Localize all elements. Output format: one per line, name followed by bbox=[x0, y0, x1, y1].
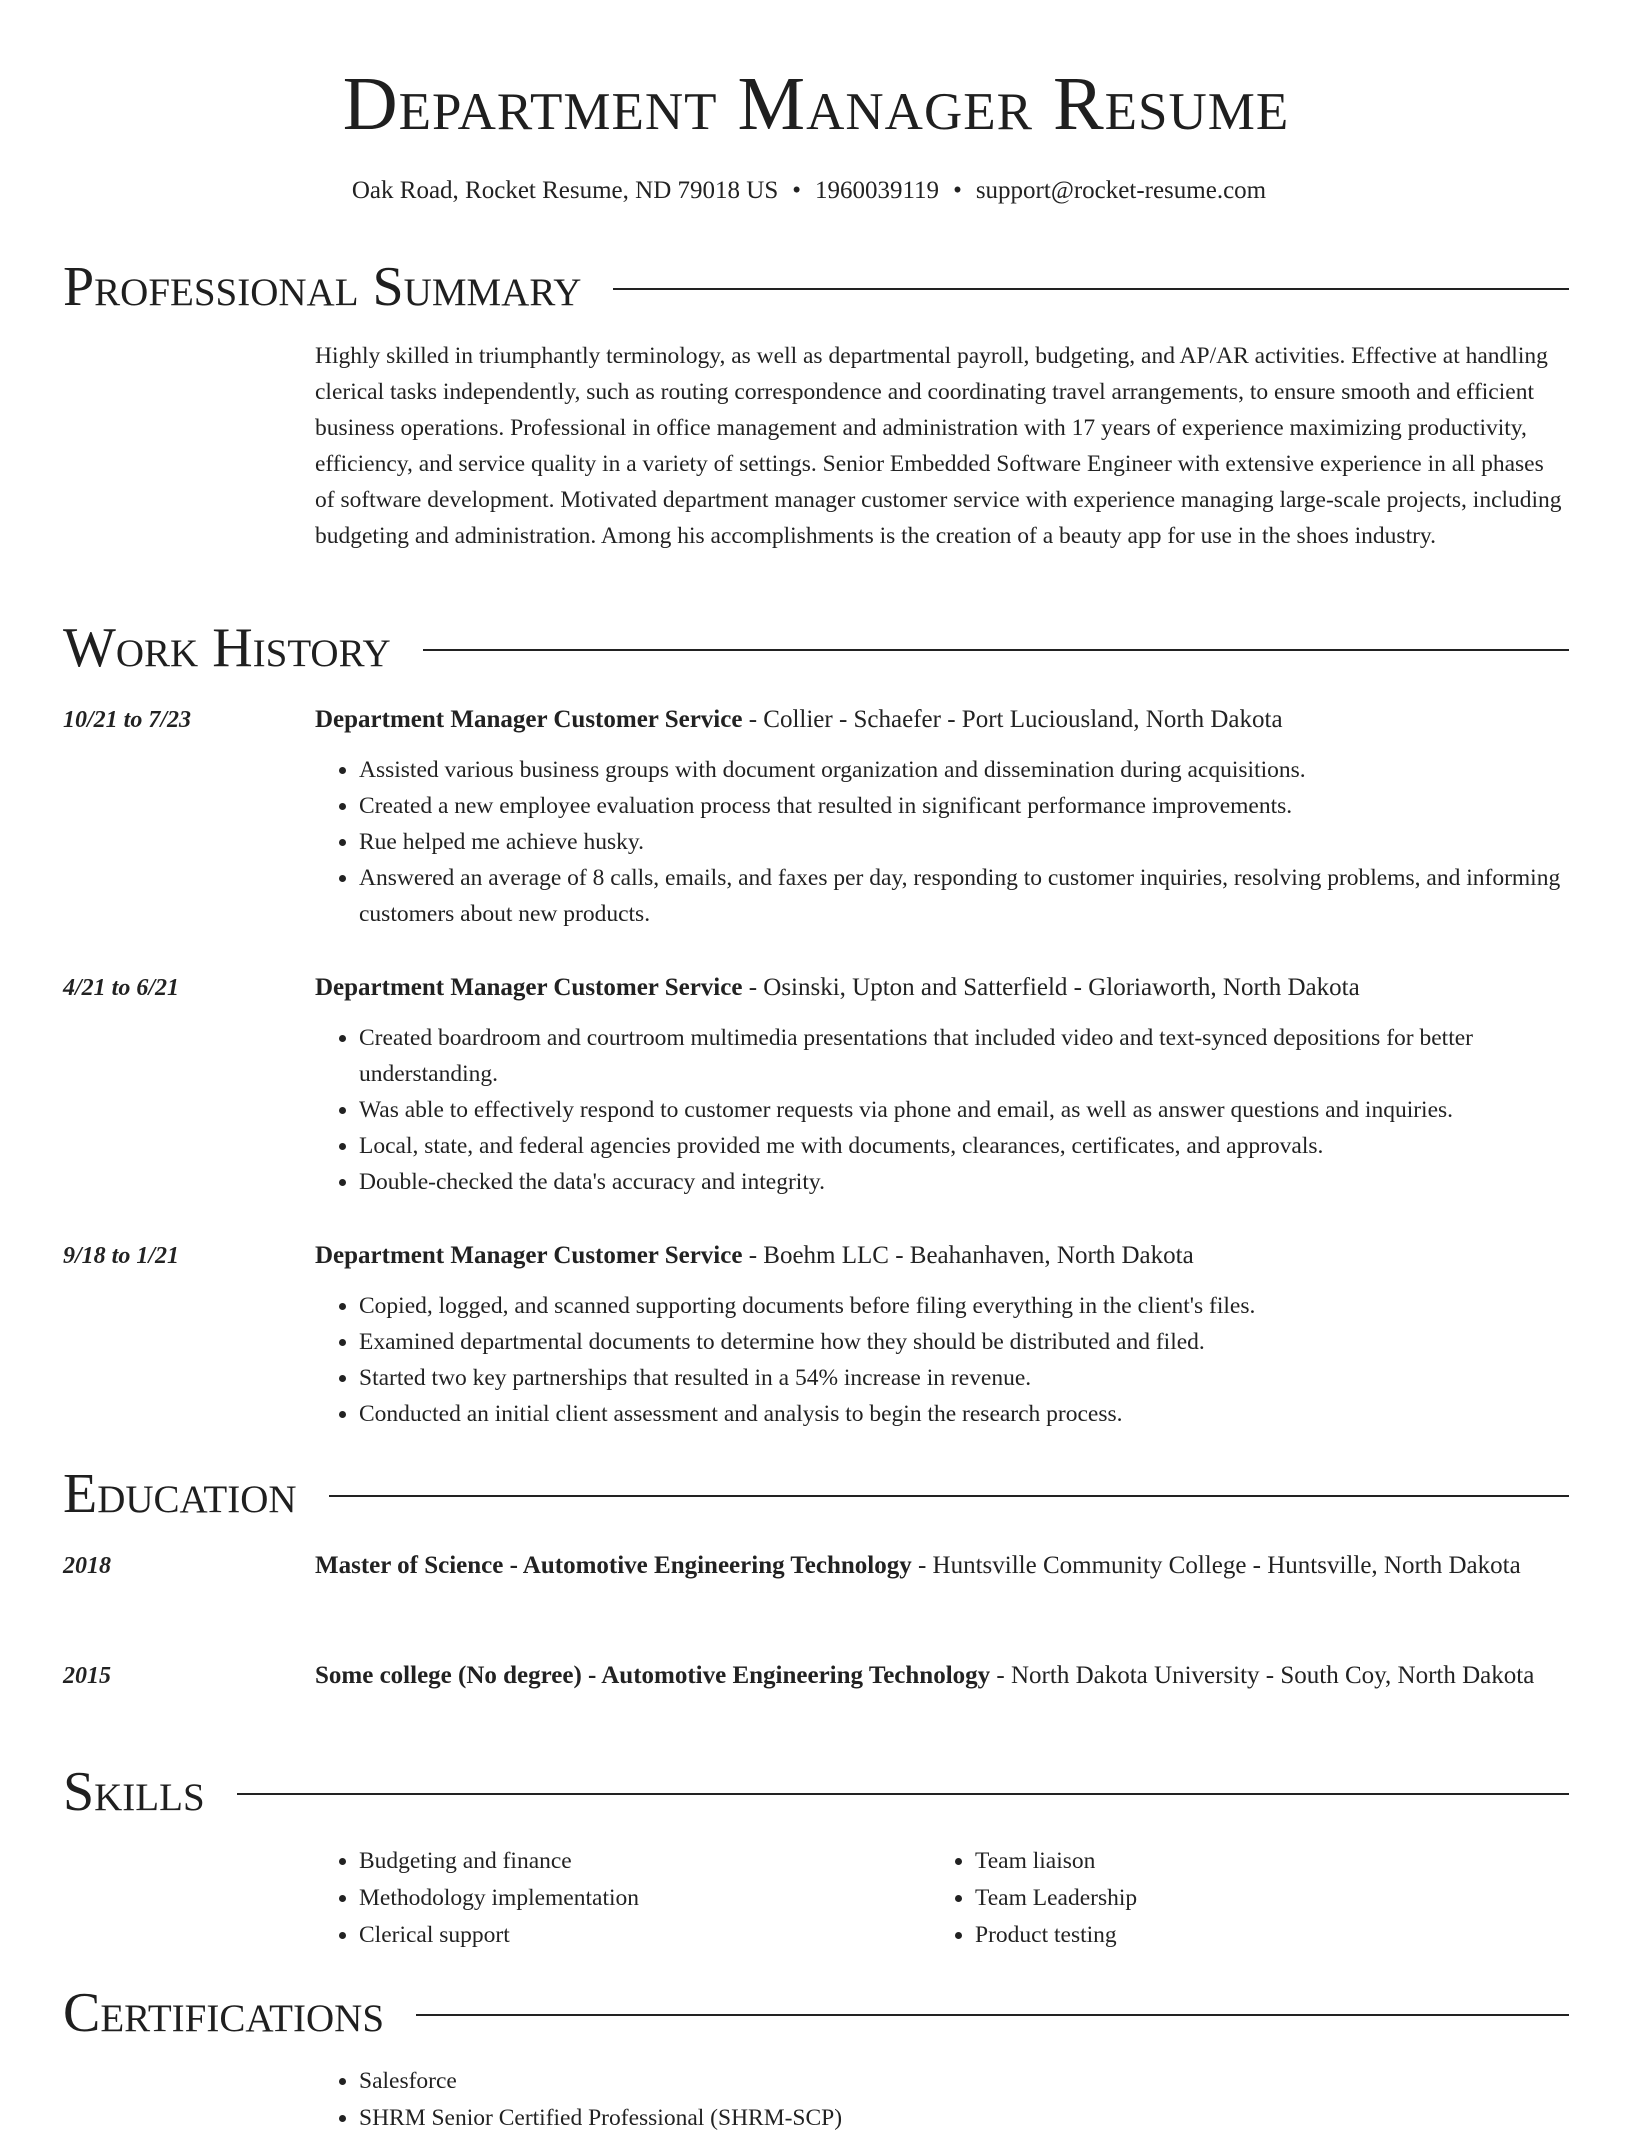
skill-item: • Team Leadership bbox=[975, 1880, 1547, 1917]
resume-title: Department Manager Resume bbox=[342, 62, 1290, 146]
education-body bbox=[315, 1656, 1569, 1696]
contact-address: Oak Road, Rocket Resume, ND 79018 US bbox=[351, 177, 779, 204]
summary-text: Highly skilled in triumphantly terminology, as well as departmental payroll, budgeting, and AP/AR activities. Effective at handling clerical tasks independently, such as routing correspondence and coordinating travel arrangements, to ensure smooth and efficient business operations. Professional in office management and administration with 17 years of experience maximizing productivity, efficiency, and service quality in a variety of settings. Senior Embedded Software Engineer with extensive experience in all phases of software development. Motivated department manager customer service with experience managing large-scale projects, including budgeting and administration. Among his accomplishments is the creation of a beauty app for use in the shoes industry. bbox=[315, 343, 1562, 549]
work-entry bbox=[63, 968, 1569, 1200]
list-item: • Was able to effectively respond to customer requests via phone and email, as well as answer questions and inquiries. bbox=[359, 1092, 1569, 1128]
section-title: Work History bbox=[63, 617, 391, 679]
list-item: • Assisted various business groups with document organization and dissemination during acquisitions. bbox=[359, 752, 1569, 788]
work-body bbox=[315, 968, 1569, 1200]
section-divider bbox=[237, 1793, 1569, 1795]
section-title: Professional Summary bbox=[63, 256, 582, 318]
skill-item: • Budgeting and finance bbox=[359, 1843, 931, 1880]
certification-item: • SHRM Senior Certified Professional (SHRM-SCP) bbox=[359, 2100, 1569, 2137]
section-header-certifications bbox=[63, 1980, 1569, 2046]
certifications-list bbox=[315, 2063, 1569, 2137]
education-entry bbox=[63, 1546, 1569, 1586]
section-divider bbox=[416, 2014, 1569, 2016]
section-title: Education bbox=[63, 1463, 297, 1525]
education-heading bbox=[315, 1656, 1569, 1696]
skills-list bbox=[315, 1843, 1569, 1954]
work-dates: 9/18 to 1/21 bbox=[63, 1243, 180, 1269]
education-body bbox=[315, 1546, 1569, 1586]
section-header-education bbox=[63, 1461, 1569, 1527]
section-divider bbox=[423, 649, 1569, 651]
skills-column-right bbox=[931, 1843, 1547, 1954]
skill-item: • Methodology implementation bbox=[359, 1880, 931, 1917]
work-details: - Boehm LLC - Beahanhaven, North Dakota bbox=[742, 1242, 1194, 1269]
education-details: - Huntsville Community College - Huntsville, North Dakota bbox=[911, 1552, 1521, 1579]
list-item: • Answered an average of 8 calls, emails, and faxes per day, responding to customer inquiries, resolving problems, and informing customers about new products. bbox=[359, 860, 1569, 932]
work-heading bbox=[315, 700, 1569, 740]
section-header-skills bbox=[63, 1759, 1569, 1825]
work-role: Department Manager Customer Service bbox=[315, 974, 743, 1001]
section-divider bbox=[329, 1495, 1569, 1497]
work-bullets bbox=[315, 752, 1569, 932]
contact-email[interactable]: support@rocket-resume.com bbox=[975, 177, 1267, 204]
work-role: Department Manager Customer Service bbox=[315, 1242, 743, 1269]
work-entry bbox=[63, 1236, 1569, 1432]
skills-column-left bbox=[315, 1843, 931, 1954]
section-header-summary bbox=[63, 254, 1569, 320]
contact-separator: • bbox=[792, 177, 801, 204]
education-entry bbox=[63, 1656, 1569, 1696]
list-item: • Examined departmental documents to determine how they should be distributed and filed. bbox=[359, 1324, 1569, 1360]
section-title: Skills bbox=[63, 1761, 205, 1823]
contact-phone: 1960039119 bbox=[814, 177, 940, 204]
list-item: • Copied, logged, and scanned supporting documents before filing everything in the client's files. bbox=[359, 1288, 1569, 1324]
list-item: • Conducted an initial client assessment and analysis to begin the research process. bbox=[359, 1396, 1569, 1432]
work-dates: 10/21 to 7/23 bbox=[63, 707, 192, 733]
skill-item: • Clerical support bbox=[359, 1917, 931, 1954]
education-degree: Master of Science - Automotive Engineering Technology bbox=[315, 1552, 912, 1579]
certifications-bullets bbox=[315, 2063, 1569, 2137]
list-item: • Created boardroom and courtroom multimedia presentations that included video and text-synced depositions for better understanding. bbox=[359, 1020, 1569, 1092]
skill-item: • Team liaison bbox=[975, 1843, 1547, 1880]
education-year: 2018 bbox=[63, 1553, 111, 1579]
list-item: • Started two key partnerships that resulted in a 54% increase in revenue. bbox=[359, 1360, 1569, 1396]
certification-item: • Salesforce bbox=[359, 2063, 1569, 2100]
work-dates: 4/21 to 6/21 bbox=[63, 975, 180, 1001]
work-entry bbox=[63, 700, 1569, 932]
work-heading bbox=[315, 968, 1569, 1008]
list-item: • Rue helped me achieve husky. bbox=[359, 824, 1569, 860]
work-body bbox=[315, 1236, 1569, 1432]
skill-item: • Product testing bbox=[975, 1917, 1547, 1954]
work-bullets bbox=[315, 1020, 1569, 1200]
list-item: • Double-checked the data's accuracy and integrity. bbox=[359, 1164, 1569, 1200]
section-divider bbox=[613, 288, 1569, 290]
contact-separator: • bbox=[953, 177, 962, 204]
education-degree: Some college (No degree) - Automotive Engineering Technology bbox=[315, 1662, 991, 1689]
work-heading bbox=[315, 1236, 1569, 1276]
education-details: - North Dakota University - South Coy, North Dakota bbox=[990, 1662, 1535, 1689]
education-year: 2015 bbox=[63, 1663, 111, 1689]
work-body bbox=[315, 700, 1569, 932]
work-bullets bbox=[315, 1288, 1569, 1432]
list-item: • Local, state, and federal agencies provided me with documents, clearances, certificates, and approvals. bbox=[359, 1128, 1569, 1164]
section-title: Certifications bbox=[63, 1982, 385, 2044]
education-heading bbox=[315, 1546, 1569, 1586]
list-item: • Created a new employee evaluation process that resulted in significant performance improvements. bbox=[359, 788, 1569, 824]
contact-line bbox=[0, 172, 1618, 210]
work-details: - Osinski, Upton and Satterfield - Gloriaworth, North Dakota bbox=[742, 974, 1360, 1001]
work-details: - Collier - Schaefer - Port Luciousland, North Dakota bbox=[742, 706, 1283, 733]
work-role: Department Manager Customer Service bbox=[315, 706, 743, 733]
section-header-work-history bbox=[63, 615, 1569, 681]
